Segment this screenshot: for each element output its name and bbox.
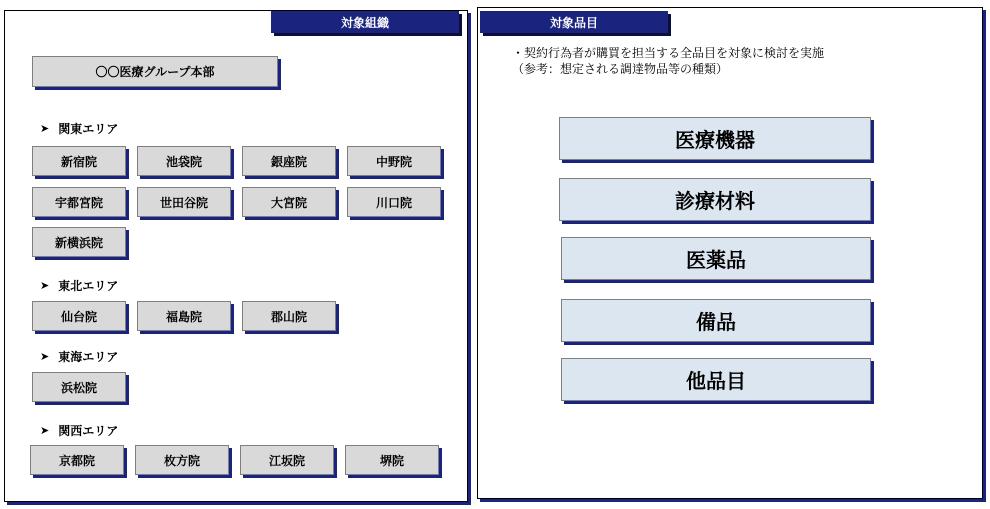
hospital-box: 枚方院: [135, 445, 229, 475]
hospital-box: 銀座院: [242, 146, 336, 176]
hospital-box: 宇都宮院: [32, 187, 126, 217]
item-category-box: 他品目: [561, 358, 871, 401]
hospital-box: 大宮院: [242, 187, 336, 217]
arrow-right-icon: ➤: [40, 424, 50, 437]
arrow-right-icon: ➤: [40, 279, 50, 292]
area-label-tokai: [40, 348, 118, 365]
item-category-box: 診療材料: [559, 178, 871, 221]
item-category-box: 医療機器: [559, 117, 871, 160]
area-label-text: 東海エリア: [58, 350, 119, 364]
target-organization-header: 対象組織: [271, 11, 459, 33]
arrow-right-icon: ➤: [40, 350, 50, 363]
hospital-box: 池袋院: [137, 146, 231, 176]
target-items-header: 対象品目: [480, 11, 668, 33]
area-label-text: 関西エリア: [58, 424, 119, 438]
hospital-box: 新宿院: [32, 146, 126, 176]
hospital-box: 福島院: [137, 301, 231, 331]
scope-note: ・契約行為者が購買を担当する全品目を対象に検討を実施: [512, 46, 825, 60]
hq-box: 〇〇医療グループ本部: [32, 56, 278, 87]
area-label-kansai: [40, 422, 118, 439]
item-category-box: 備品: [561, 299, 871, 342]
hospital-box: 郡山院: [242, 301, 336, 331]
hospital-box: 江坂院: [240, 445, 334, 475]
area-label-text: 東北エリア: [58, 279, 119, 293]
hospital-box: 新横浜院: [32, 227, 126, 257]
area-label-text: 関東エリア: [58, 122, 119, 136]
arrow-right-icon: ➤: [40, 122, 50, 135]
area-label-tohoku: [40, 277, 118, 294]
item-category-box: 医薬品: [561, 237, 871, 280]
hospital-box: 浜松院: [32, 372, 126, 402]
hospital-box: 川口院: [347, 187, 441, 217]
hospital-box: 中野院: [347, 146, 441, 176]
reference-note: （参考：想定される調達物品等の種類）: [512, 62, 729, 76]
hospital-box: 世田谷院: [137, 187, 231, 217]
hospital-box: 京都院: [30, 445, 124, 475]
hospital-box: 堺院: [345, 445, 439, 475]
area-label-kanto: [40, 120, 118, 137]
hospital-box: 仙台院: [32, 301, 126, 331]
